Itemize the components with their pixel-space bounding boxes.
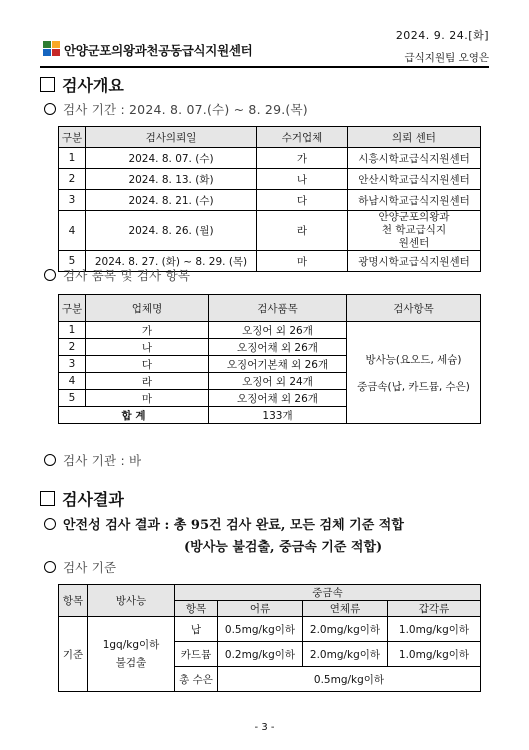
criteria-table (58, 584, 481, 692)
circle-bullet-icon (44, 518, 56, 530)
criteria-heading: 검사 기준 (44, 558, 116, 576)
inspection-period: 검사 기간 : 2024. 8. 07.(수) ~ 8. 29.(목) (44, 100, 308, 118)
schedule-table (58, 126, 481, 272)
table-row: 카드뮴 0.2mg/kg이하 2.0mg/kg이하 1.0mg/kg이하 (59, 642, 481, 667)
center-logo-icon (42, 40, 62, 58)
table-row: 5 2024. 8. 27. (화) ~ 8. 29. (목) 마 광명시학교급식지원센터 (59, 251, 481, 272)
col-header: 의뢰 센터 (348, 127, 481, 148)
col-header: 갑각류 (388, 601, 481, 617)
circle-bullet-icon (44, 103, 56, 115)
total-row: 합 계 133개 (59, 407, 481, 424)
inspection-agency: 검사 기관 : 바 (44, 451, 141, 469)
table-row: 1 2024. 8. 07. (수) 가 시흥시학교급식지원센터 (59, 148, 481, 169)
header-divider (40, 66, 489, 68)
table-row: 2 2024. 8. 13. (화) 나 안산시학교급식지원센터 (59, 169, 481, 190)
organization-name: 안양군포의왕과천공동급식지원센터 (64, 43, 253, 58)
section-overview-heading: 검사개요 (40, 73, 124, 96)
col-header: 어류 (218, 601, 303, 617)
page-number: - 3 - (254, 722, 275, 733)
table-row: 2 나 오징어채 외 26개 (59, 339, 481, 356)
table-row: 4 2024. 8. 26. (월) 라 안양군포의왕과천 학교급식지원센터 (59, 211, 481, 251)
items-table (58, 294, 481, 424)
col-header: 구분 (59, 295, 86, 322)
author-team: 급식지원팀 오영은 (404, 52, 489, 64)
circle-bullet-icon (44, 454, 56, 466)
circle-bullet-icon (44, 269, 56, 281)
col-header: 중금속 (175, 585, 481, 601)
checkbox-square-icon (40, 77, 55, 92)
result-summary: 안전성 검사 결과 : 총 95건 검사 완료, 모든 검체 기준 적합 (44, 514, 404, 533)
table-row: 5 마 오징어채 외 26개 (59, 390, 481, 407)
table-row: 4 라 오징어 외 24개 (59, 373, 481, 390)
col-header: 검사의뢰일 (86, 127, 257, 148)
table-row: 기준 1gq/kg이하 불검출 납 0.5mg/kg이하 2.0mg/kg이하 1.0mg/kg이하 (59, 617, 481, 642)
test-items-cell: 방사능(요오드, 세슘) 중금속(납, 카드뮴, 수은) (347, 322, 481, 424)
result-detail: (방사능 불검출, 중금속 기준 적합) (184, 540, 383, 555)
report-date: 2024. 9. 24.[화] (395, 29, 489, 42)
section-results-heading: 검사결과 (40, 487, 124, 510)
checkbox-square-icon (40, 491, 55, 506)
col-header: 검사품목 (209, 295, 347, 322)
col-header: 검사항목 (347, 295, 481, 322)
col-header: 수거업체 (257, 127, 348, 148)
col-header: 방사능 (88, 585, 175, 617)
table-row: 총 수은 0.5mg/kg이하 (59, 667, 481, 692)
items-heading: 검사 품목 및 검사 항목 (44, 266, 190, 284)
col-header: 항목 (59, 585, 88, 617)
col-header: 구분 (59, 127, 86, 148)
table-row: 1 가 오징어 외 26개 방사능(요오드, 세슘) 중금속(납, 카드뮴, 수은) (59, 322, 481, 339)
col-header: 항목 (175, 601, 218, 617)
table-row: 3 다 오징어기본채 외 26개 (59, 356, 481, 373)
col-header: 업체명 (86, 295, 209, 322)
col-header: 연체류 (303, 601, 388, 617)
circle-bullet-icon (44, 561, 56, 573)
table-row: 3 2024. 8. 21. (수) 다 하남시학교급식지원센터 (59, 190, 481, 211)
